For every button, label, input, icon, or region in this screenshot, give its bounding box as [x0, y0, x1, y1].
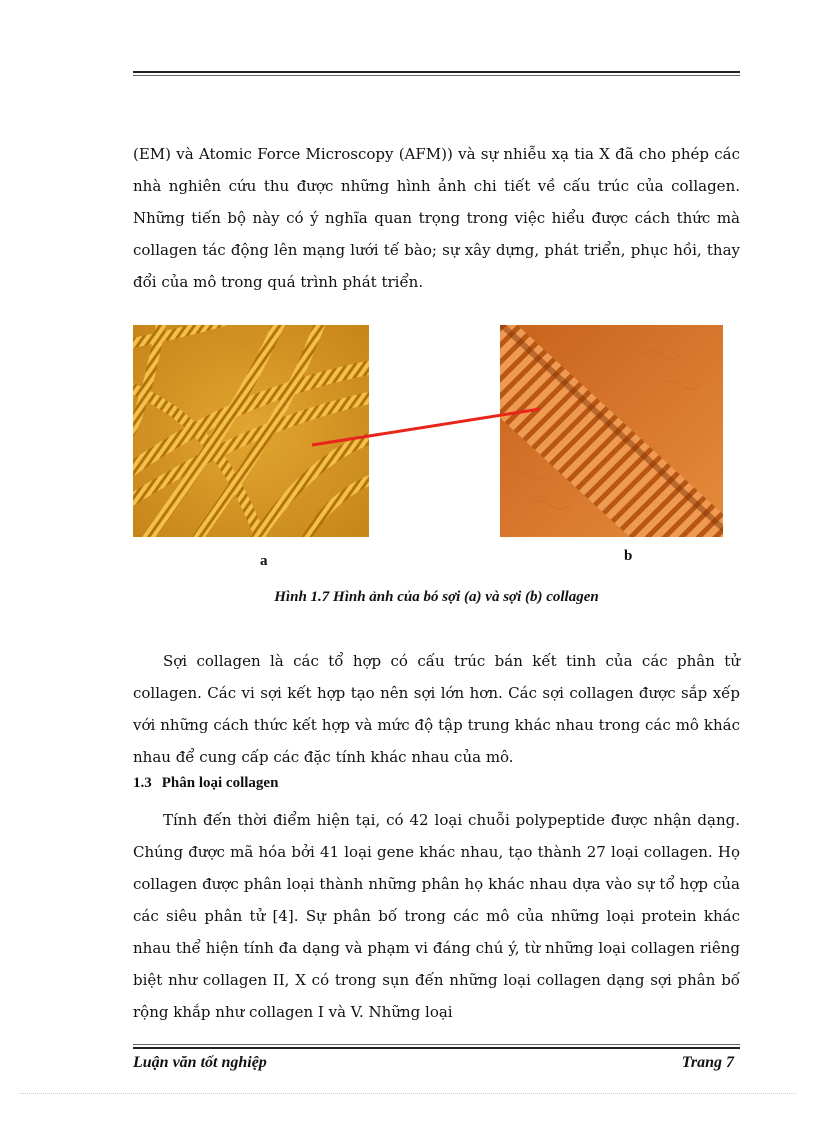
- figure-label-b: b: [624, 548, 633, 564]
- figure-label-a: a: [260, 553, 268, 569]
- footer-rule: [133, 1044, 740, 1049]
- page-number: Trang 7: [681, 1054, 734, 1071]
- section-number: 1.3: [133, 775, 152, 791]
- footer-title: Luận văn tốt nghiệp: [133, 1054, 267, 1071]
- figure-caption: Hình 1.7 Hình ảnh của bó sợi (a) và sợi (b) collagen: [274, 589, 599, 605]
- figure-arrow: [300, 395, 550, 455]
- section-heading: [133, 775, 278, 792]
- paragraph-intro: (EM) và Atomic Force Microscopy (AFM)) và sự nhiễu xạ tia X đã cho phép các nhà nghiên cứu thu được những hình ảnh chi tiết về cấu trúc của collagen. Những tiến bộ này có ý nghĩa quan trọng trong việc hiểu được cách thức mà collagen tác động lên mạng lưới tế bào; sự xây dựng, phát triển, phục hồi, thay đổi của mô trong quá trình phát triển.: [133, 145, 740, 291]
- header-rule: [133, 71, 740, 76]
- paragraph-fibers: Sợi collagen là các tổ hợp có cấu trúc bán kết tinh của các phân tử collagen. Các vi sợi kết hợp tạo nên sợi lớn hơn. Các sợi collagen được sắp xếp với những cách thức kết hợp và mức độ tập trung khác nhau trong các mô khác nhau để cung cấp các đặc tính khác nhau của mô.: [133, 652, 740, 766]
- section-title: Phân loại collagen: [161, 775, 279, 791]
- page-break-line: [20, 1093, 796, 1094]
- paragraph-classification: Tính đến thời điểm hiện tại, có 42 loại chuỗi polypeptide được nhận dạng. Chúng được mã hóa bởi 41 loại gene khác nhau, tạo thành 27 loại collagen. Họ collagen được phân loại thành những phân họ khác nhau dựa vào sự tổ hợp của các siêu phân tử [4]. Sự phân bố trong các mô của những loại protein khác nhau thể hiện tính đa dạng và phạm vi đáng chú ý, từ những loại collagen riêng biệt như collagen II, X có trong sụn đến những loại collagen dạng sợi phân bố rộng khắp như collagen I và V. Những loại: [133, 811, 740, 1021]
